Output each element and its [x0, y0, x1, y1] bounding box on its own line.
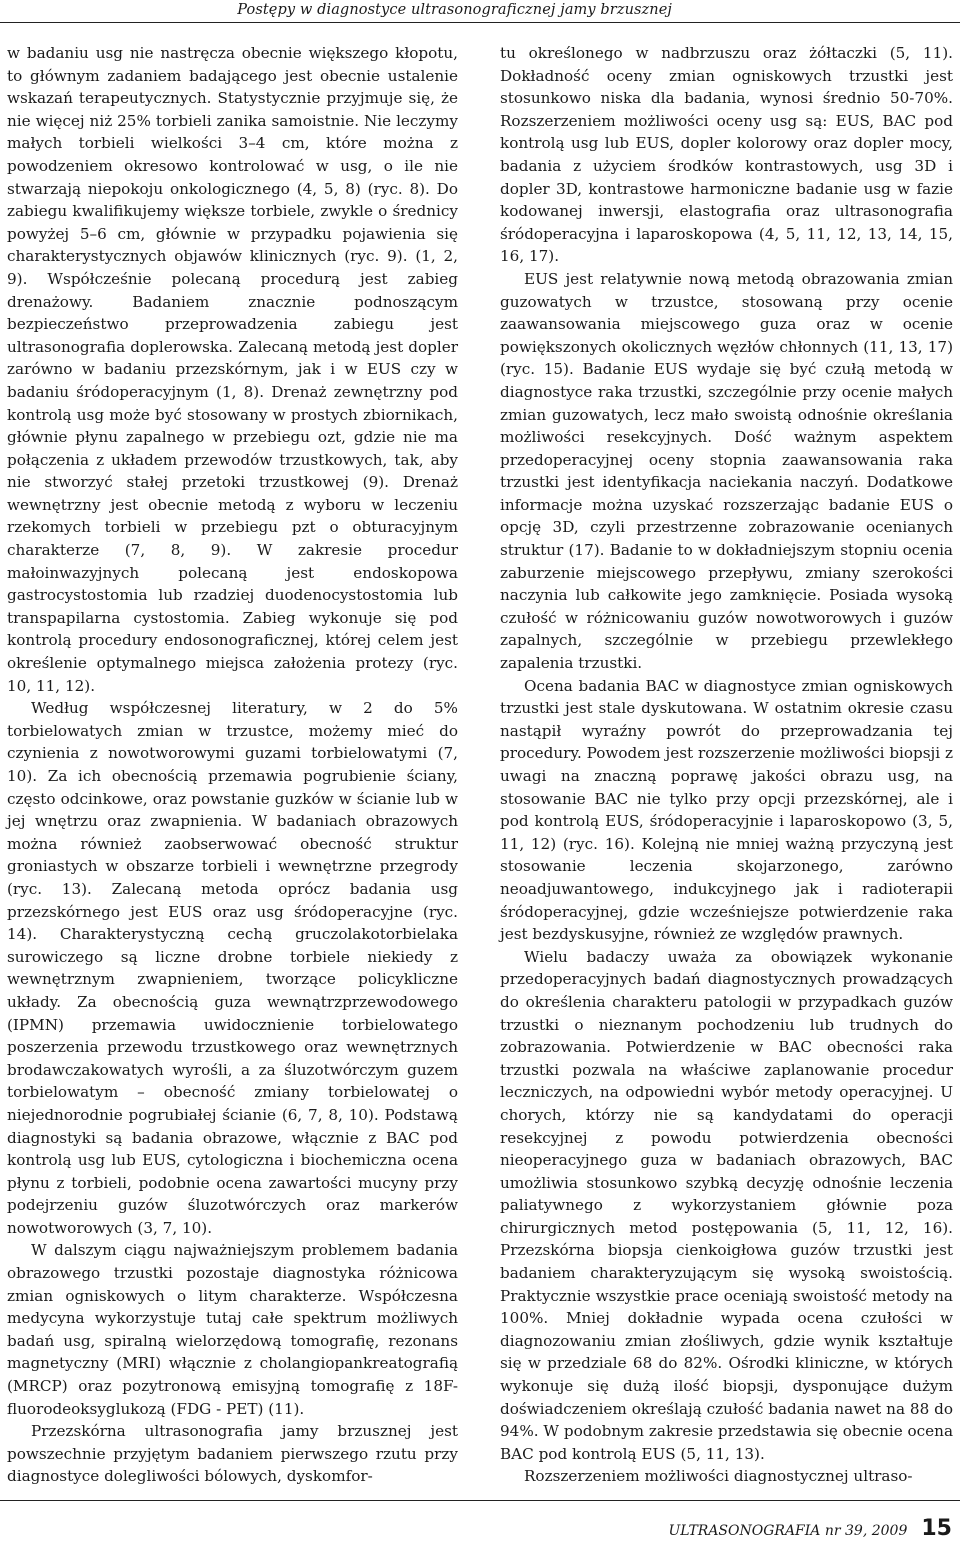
paragraph: Rozszerzeniem możliwości diagnostycznej ultraso-: [524, 1467, 913, 1486]
footer-rule: [0, 1500, 960, 1501]
paragraph: EUS jest relatywnie nową metodą obrazowania zmian guzowatych w trzustce, stosowaną przy ocenie zaawansowania miejscowego guza oraz w ocenie powiększonych okolicznych węzłów chłonnych (11, 13, 17) (ryc. 15). Badanie EUS wydaje się być czułą metodą w diagnostyce raka trzustki, szczególnie przy ocenie małych zmian guzowatych, lecz mało swoistą odnośnie określania możliwości resekcyjnych. Dość ważnym aspektem przedoperacyjnej oceny stopnia zaawansowania raka trzustki jest identyfikacja naciekania naczyń. Dodatkowe informacje można uzyskać rozszerzając badanie EUS o opcję 3D, czyli przestrzenne zobrazowanie ocenianych struktur (17). Badanie to w dokładniejszym stopniu ocenia zaburzenie miejscowego przepływu, zmiany szerokości naczynia lub całkowite jego zamknięcie. Posiada wysoką czułość w różnicowaniu guzów nowotworowych i guzów zapalnych, szczególnie w przebiegu przewlekłego zapalenia trzustki.: [500, 269, 953, 673]
journal-name: ULTRASONOGRAFIA nr 39, 2009: [668, 1523, 908, 1539]
paragraph: tu określonego w nadbrzuszu oraz żółtaczki (5, 11). Dokładność oceny zmian ogniskowych trzustki jest stosunkowo niska dla badania, wynosi średnio 50-70%. Rozszerzeniem możliwości oceny usg są: EUS, BAC pod kontrolą usg lub EUS, dopler kolorowy oraz dopler mocy, badania z użyciem środków kontrastowych, usg 3D i dopler 3D, kontrastowe harmoniczne badanie usg w fazie kodowanej inwersji, elastografia oraz ultrasonografia śródoperacyjna i laparoskopowa (4, 5, 11, 12, 13, 14, 15, 16, 17).: [500, 44, 953, 266]
paragraph: Wielu badaczy uważa za obowiązek wykonanie przedoperacyjnych badań diagnostycznych prowadzących do określenia charakteru patologii w przypadkach guzów trzustki o nieznanym pochodzeniu lub trudnych do zobrazowania. Potwierdzenie w BAC obecności raka trzustki pozwala na właściwe zaplanowanie procedur leczniczych, na odpowiedni wybór metody operacyjnej. U chorych, którzy nie są kandydatami do operacji resekcyjnej z powodu potwierdzenia obecności nieoperacyjnego guza w badaniach obrazowych, BAC umożliwia stosunkowo szybką decyzję odnośnie leczenia paliatywnego z wykorzystaniem głównie poza chirurgicznych metod postępowania (5, 11, 12, 16). Przezskórna biopsja cienkoigłowa guzów trzustki jest badaniem charakteryzującym się wysoką swoistością. Praktycznie wszystkie prace oceniają swoistość metody na 100%. Mniej dokładnie wypada ocena czułości w diagnozowaniu zmian złośliwych, gdzie wynik kształtuje się w przedziale 68 do 82%. Ośrodki kliniczne, w których wykonuje się dużą ilość biopsji, dysponujące dużym doświadczeniem określają czułość badania nawet na 88 do 94%. W podobnym zakresie przedstawia się obecnie ocena BAC pod kontrolą EUS (5, 11, 13).: [500, 947, 954, 1463]
page-number: 15: [921, 1516, 952, 1541]
right-column: [500, 42, 953, 1488]
header-rule: [0, 22, 960, 23]
paragraph: w badaniu usg nie nastręcza obecnie większego kłopotu, to głównym zadaniem badającego jest obecnie ustalenie wskazań terapeutycznych. Statystycznie przyjmuje się, że nie więcej niż 25% torbieli zanika samoistnie. Nie leczymy małych torbieli wielkości 3–4 cm, które można z powodzeniem okresowo kontrolować w usg, o ile nie stwarzają niepokoju onkologicznego (4, 5, 8) (ryc. 8). Do zabiegu kwalifikujemy większe torbiele, zwykle o średnicy powyżej 5–6 cm, głównie w przypadku pojawienia się charakterystycznych objawów klinicznych (ryc. 9). (1, 2, 9). Współcześnie polecaną procedurą jest zabieg drenażowy. Badaniem znacznie podnoszącym bezpieczeństwo przeprowadzenia zabiegu jest ultrasonografia doplerowska. Zalecaną metodą jest dopler zarówno w badaniu przezskórnym, jak i w EUS czy w badaniu śródoperacyjnym (1, 8). Drenaż zewnętrzny pod kontrolą usg może być stosowany w prostych zbiornikach, głównie płynu zapalnego w przebiegu ozt, gdzie nie ma połączenia z układem przewodów trzustkowych, tak, aby nie stworzyć stałej przetoki trzustkowej (9). Drenaż wewnętrzny jest obecnie metodą z wyboru w leczeniu rzekomych torbieli w przebiegu pzt o obturacyjnym charakterze (7, 8, 9). W zakresie procedur małoinwazyjnych polecaną jest endoskopowa gastrocystostomia lub rzadziej duodenocystostomia lub transpapilarna cystostomia. Zabieg wykonuje się pod kontrolą procedury endosonograficznej, której celem jest określenie optymalnego miejsca założenia protezy (ryc. 10, 11, 12).: [7, 44, 458, 695]
page-footer: [668, 1516, 952, 1541]
paragraph: Przezskórna ultrasonografia jamy brzusznej jest powszechnie przyjętym badaniem pierwszego rzutu przy diagnostyce dolegliwości bólowych, dyskomfor-: [7, 1422, 458, 1486]
paragraph: Ocena badania BAC w diagnostyce zmian ogniskowych trzustki jest stale dyskutowana. W ostatnim okresie czasu nastąpił wyraźny powrót do przeprowadzania tej procedury. Powodem jest rozszerzenie możliwości biopsji z uwagi na znaczną poprawę jakości obrazu usg, na stosowanie BAC nie tylko przy opcji przezskórnej, ale i pod kontrolą EUS, śródoperacyjnie i laparoskopowo (3, 5, 11, 12) (ryc. 16). Kolejną nie mniej ważną przyczyną jest stosowanie leczenia skojarzonego, zarówno neoadjuwantowego, indukcyjnego jak i radioterapii śródoperacyjnej, gdzie wcześniejsze potwierdzenie raka jest bezdyskusyjne, również ze względów prawnych.: [500, 676, 953, 944]
paragraph: W dalszym ciągu najważniejszym problemem badania obrazowego trzustki pozostaje diagnostyka różnicowa zmian ogniskowych o litym charakterze. Współczesna medycyna wykorzystuje tutaj całe spektrum możliwych badań usg, spiralną wielorzędową tomografię, rezonans magnetyczny (MRI) włącznie z cholangiopankreatografią (MRCP) oraz pozytronową emisyjną tomografię z 18F-fluorodeoksyglukozą (FDG - PET) (11).: [7, 1241, 458, 1418]
running-header: [0, 0, 960, 30]
left-column: [7, 42, 458, 1488]
paragraph: Według współczesnej literatury, w 2 do 5% torbielowatych zmian w trzustce, możemy mieć do czynienia z nowotworowymi guzami torbielowatymi (7, 10). Za ich obecnością przemawia pogrubienie ściany, często odcinkowe, oraz powstanie guzków w ścianie lub w jej wnętrzu oraz zwapnienia. W badaniach obrazowych można również zaobserwować obecność struktur groniastych w obszarze torbieli i wewnętrzne przegrody (ryc. 13). Zalecaną metoda oprócz badania usg przezskórnego jest EUS oraz usg śródoperacyjne (ryc. 14). Charakterystyczną cechą gruczolakotorbielaka surowiczego są liczne drobne torbiele niekiedy z wewnętrznym zwapnieniem, tworzące policykliczne układy. Za obecnością guza wewnątrzprzewodowego (IPMN) przemawia uwidocznienie torbielowatego poszerzenia przewodu trzustkowego oraz wewnętrznych brodawczakowatych wyrośli, a za śluzotwórczym guzem torbielowatym – obecność zmiany torbielowatej o niejednorodnie pogrubiałej ścianie (6, 7, 8, 10). Podstawą diagnostyki są badania obrazowe, włącznie z BAC pod kontrolą usg lub EUS, cytologiczna i biochemiczna ocena płynu z torbieli, podobnie ocena zawartości mucyny przy podejrzeniu guzów śluzotwórczych oraz markerów nowotworowych (3, 7, 10).: [7, 699, 458, 1237]
running-title: Postępy w diagnostyce ultrasonograficznej jamy brzusznej: [237, 2, 672, 18]
